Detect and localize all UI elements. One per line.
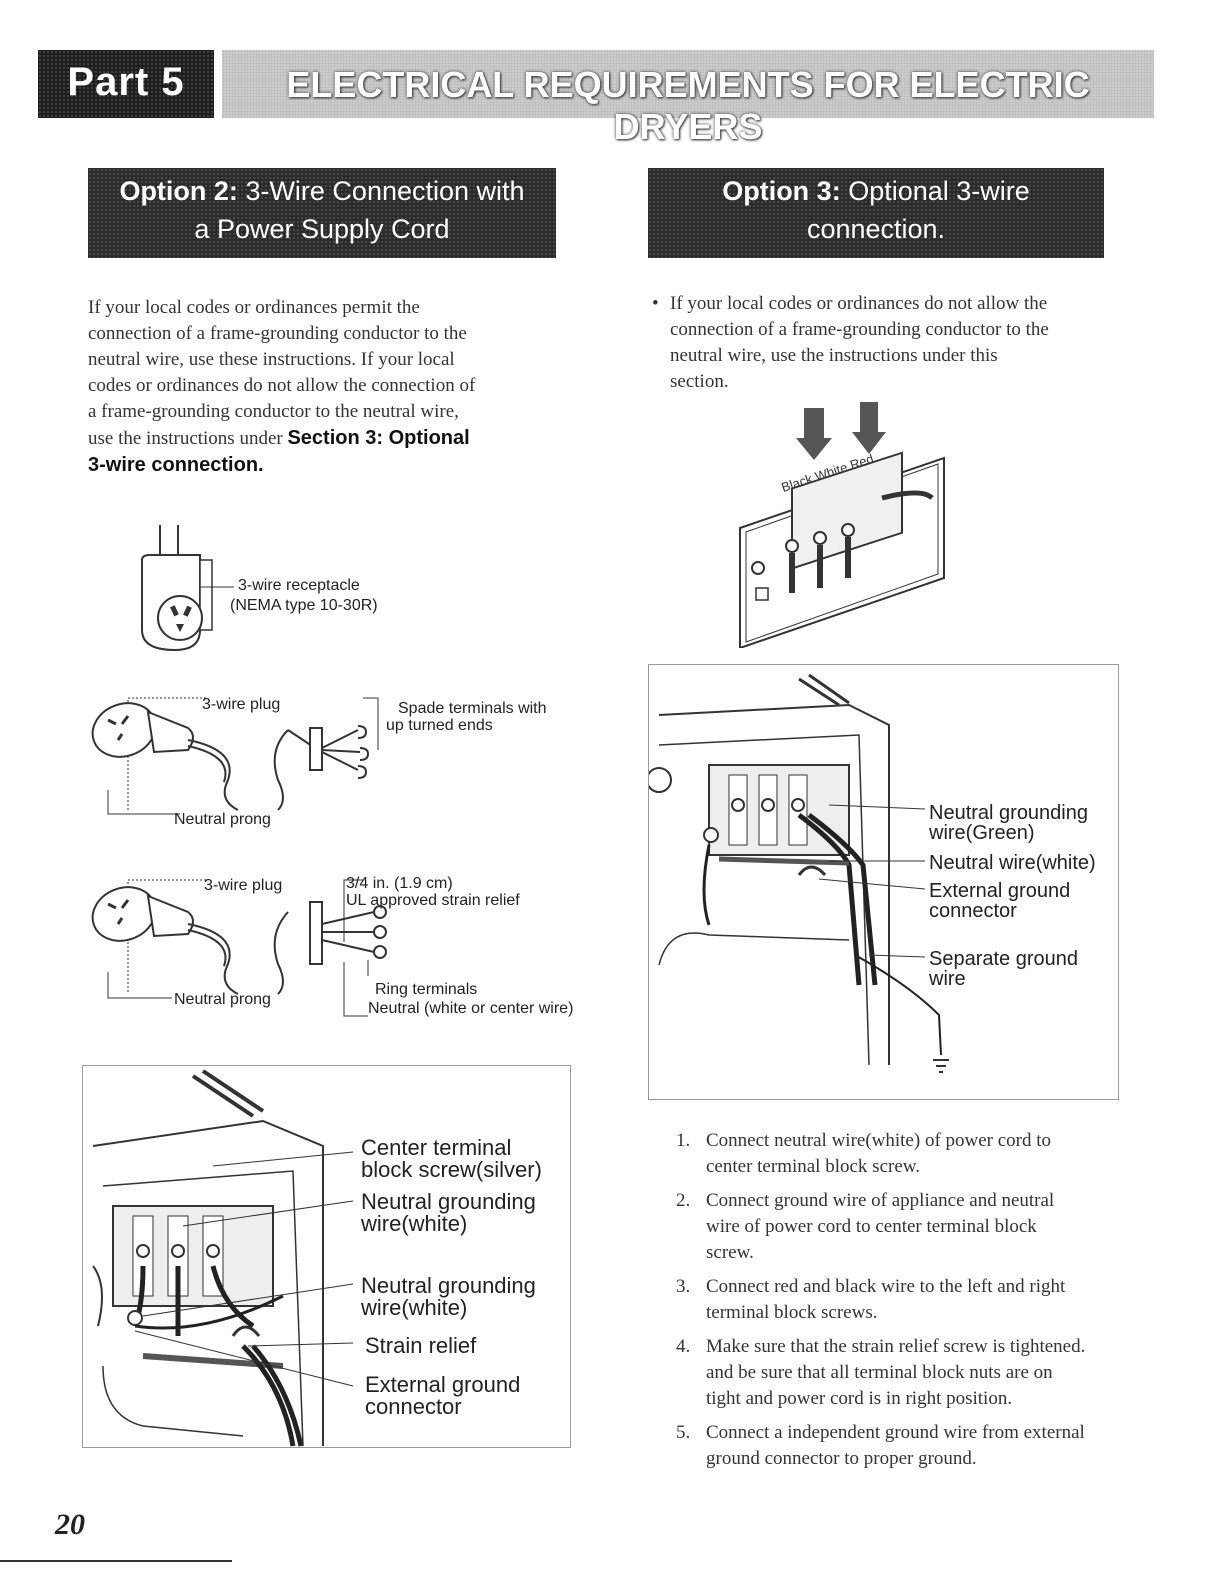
center-terminal-label-1: Center terminal — [361, 1135, 512, 1160]
option3-banner — [648, 168, 1104, 258]
section-title-bar — [222, 50, 1154, 147]
leader-line — [200, 580, 240, 594]
part-badge — [38, 50, 214, 118]
option2-prefix: Option 2: — [119, 176, 238, 206]
red-label: Red — [848, 451, 876, 473]
strain-label-2: UL approved strain relief — [346, 892, 520, 909]
external-ground-label-2: connector — [365, 1394, 462, 1419]
paragraph-line: If your local codes or ordinances do not allow the — [670, 293, 1048, 314]
receptacle-label-1: 3-wire receptacle — [238, 577, 360, 594]
neutral-grounding-a-label-1: Neutral grounding — [361, 1189, 536, 1214]
separate-ground-label-2: wire — [929, 968, 966, 990]
option3-paragraph — [654, 291, 1124, 395]
footer-rule — [0, 1560, 232, 1562]
neutral-wire-white-label: Neutral wire(white) — [929, 852, 1096, 874]
instruction-steps — [676, 1128, 1156, 1480]
neutral-wire-label: Neutral (white or center wire) — [368, 1000, 574, 1017]
option2-title-line2: a Power Supply Cord — [194, 214, 450, 244]
paragraph-line: neutral wire, use these instructions. If your local — [88, 349, 455, 370]
step-item: 1. Connect neutral wire(white) of power cord to center terminal block screw. — [676, 1130, 1052, 1177]
paragraph-line: If your local codes or ordinances permit the — [88, 297, 420, 318]
option3-prefix: Option 3: — [722, 176, 841, 206]
neutral-grounding-a-label-2: wire(white) — [361, 1211, 468, 1236]
terminal-block-illustration — [732, 398, 962, 648]
part-label: Part 5 — [67, 60, 185, 104]
neutral-grounding-green-label-1: Neutral grounding — [929, 802, 1088, 824]
step-item: 5. Connect a independent ground wire from external ground connector to proper ground. — [676, 1422, 1085, 1469]
strain-label-1: 3/4 in. (1.9 cm) — [346, 875, 453, 892]
neutral-grounding-green-label-2: wire(Green) — [929, 822, 1035, 844]
external-ground-label-1: External ground — [365, 1372, 521, 1397]
option2-dryer-diagram — [82, 1065, 571, 1448]
paragraph-line-text: use the instructions under — [88, 428, 288, 449]
paragraph-line: connection of a frame-grounding conductor to the — [670, 319, 1049, 340]
plug2-label: 3-wire plug — [204, 877, 283, 894]
neutral-grounding-b-label-2: wire(white) — [361, 1295, 468, 1320]
section-reference-1: Section 3: Optional — [287, 427, 470, 449]
paragraph-line: connection of a frame-grounding conductor to the — [88, 323, 467, 344]
option2-paragraph — [88, 295, 558, 478]
step-item: 4. Make sure that the strain relief screw is tightened. and be sure that all terminal block nuts are on tight and power cord is in right position. — [676, 1336, 1086, 1409]
external-ground-label-o3-1: External ground — [929, 880, 1071, 902]
black-label: Black — [779, 470, 815, 495]
option2-banner — [88, 168, 556, 258]
neutral-grounding-b-label-1: Neutral grounding — [361, 1273, 536, 1298]
step-item: 2. Connect ground wire of appliance and neutral wire of power cord to center terminal block screw. — [676, 1190, 1055, 1263]
option3-title-line2: connection. — [806, 214, 946, 244]
option2-title-line1: 3-Wire Connection with — [245, 176, 525, 206]
center-terminal-label-2: block screw(silver) — [361, 1157, 542, 1182]
section-title: ELECTRICAL REQUIREMENTS FOR ELECTRIC DRYERS — [286, 64, 1090, 147]
option3-title-line1: Optional 3-wire — [848, 176, 1030, 206]
separate-ground-label-1: Separate ground — [929, 948, 1079, 970]
plug1-label: 3-wire plug — [202, 696, 281, 713]
paragraph-line: a frame-grounding conductor to the neutral wire, — [88, 401, 459, 422]
step-item: 3. Connect red and black wire to the left and right terminal block screws. — [676, 1276, 1066, 1323]
external-ground-label-o3-2: connector — [929, 900, 1017, 922]
paragraph-line — [88, 425, 558, 452]
spade-label-1: Spade terminals with — [398, 700, 547, 717]
ring-terminals-label: Ring terminals — [375, 981, 478, 998]
paragraph-line: section. — [670, 371, 729, 392]
neutral-prong-label-1: Neutral prong — [174, 811, 271, 828]
paragraph-line: neutral wire, use the instructions under this — [670, 345, 998, 366]
option3-dryer-diagram — [648, 664, 1119, 1100]
strain-relief-label: Strain relief — [365, 1333, 477, 1358]
bullet: • — [652, 293, 659, 314]
page-number: 20 — [55, 1508, 85, 1541]
white-label: White — [813, 459, 850, 485]
spade-label-2: up turned ends — [386, 717, 493, 734]
section-reference-2: 3-wire connection. — [88, 454, 264, 476]
paragraph-line: codes or ordinances do not allow the connection of — [88, 375, 476, 396]
neutral-prong-label-2: Neutral prong — [174, 991, 271, 1008]
receptacle-label-2: (NEMA type 10-30R) — [230, 597, 378, 614]
